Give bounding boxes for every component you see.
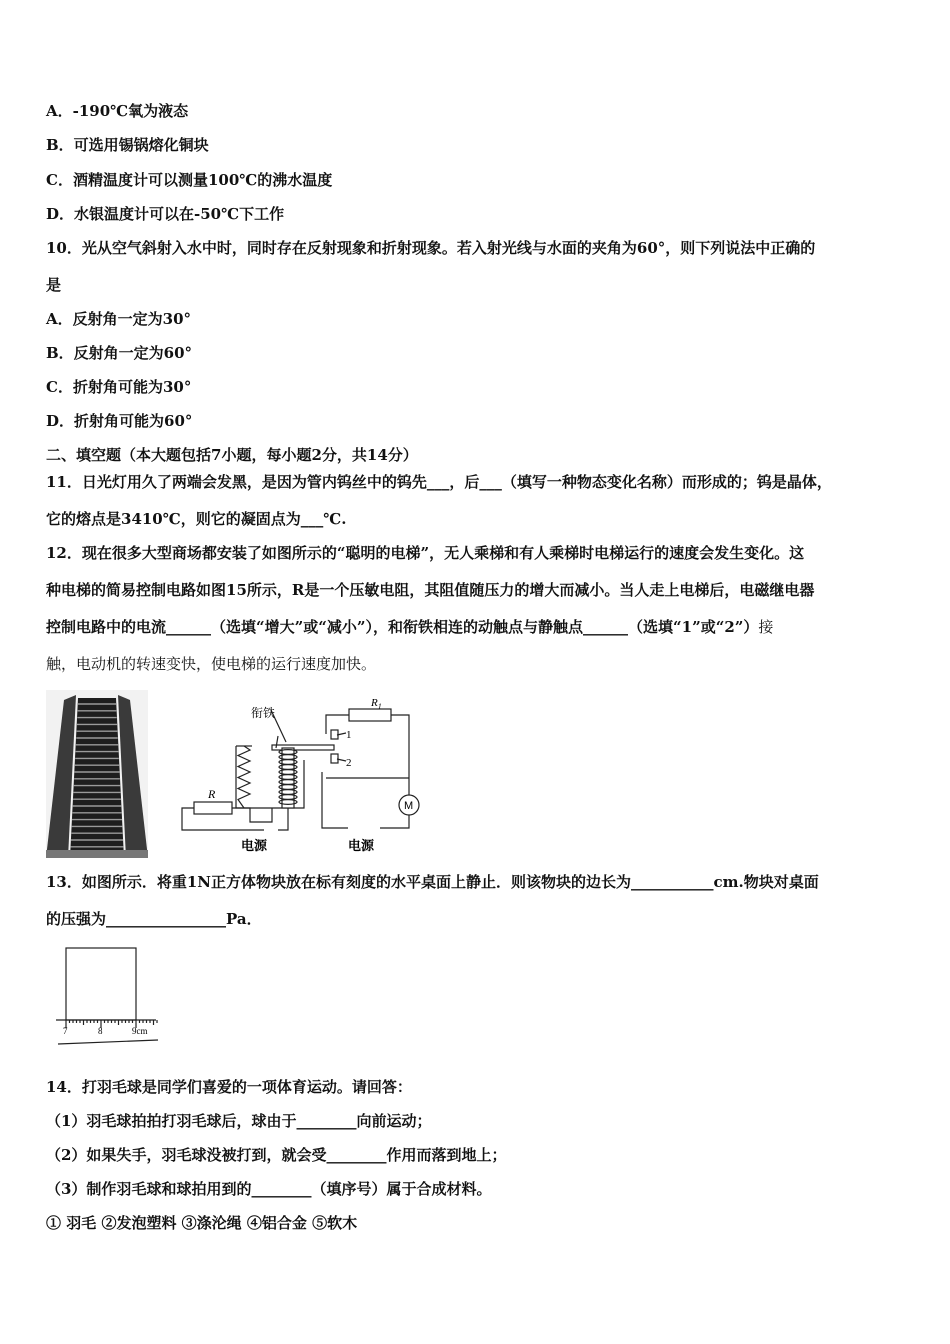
q11-line1: 11．日光灯用久了两端会发黑，是因为管内钨丝中的钨先___，后___（填写一种物态变化名称）而形成的；钨是晶体， (46, 473, 832, 491)
contact-2-label: 2 (346, 757, 352, 769)
q9-option-a: A．-190℃氧为液态 (46, 102, 189, 120)
relay-circuit-diagram (176, 690, 421, 860)
q12-line1: 12．现在很多大型商场都安装了如图所示的“聪明的电梯”，无人乘梯和有人乘梯时电梯运行的速度会发生变化。这 (46, 544, 805, 562)
q9-option-b: B．可选用锡锅熔化铜块 (46, 136, 209, 154)
q14-part3: （3）制作羽毛球和球拍用到的________（填序号）属于合成材料。 (46, 1180, 492, 1198)
relay-spring (238, 746, 250, 808)
q10-option-b: B．反射角一定为60° (46, 344, 193, 362)
section-heading: 二、填空题（本大题包括7小题，每小题2分，共14分） (46, 446, 418, 464)
block-on-ruler-figure (54, 944, 164, 1050)
tick-9: 9cm (132, 1026, 148, 1036)
r-label: R (208, 787, 216, 801)
q12-line3 (46, 617, 773, 637)
q10-option-a: A．反射角一定为30° (46, 310, 192, 328)
power-source-1-label: 电源 (241, 839, 268, 854)
q14-stem: 14．打羽毛球是同学们喜爱的一项体育运动。请回答： (46, 1078, 412, 1096)
q9-option-d: D．水银温度计可以在-50℃下工作 (46, 205, 285, 223)
power-source-2-label: 电源 (348, 839, 375, 854)
q10-option-c: C．折射角可能为30° (46, 378, 192, 396)
resistor-r1 (349, 709, 391, 721)
escalator-photo (46, 690, 148, 858)
contact-1-label: 1 (346, 729, 352, 741)
motor-label: M (404, 800, 414, 812)
q12-line3-bold: 控制电路中的电流______（选填“增大”或“减小”），和衔铁相连的动触点与静触点______（选填“1”或“2”） (46, 618, 759, 636)
q12-line3-tail: 接 (758, 618, 774, 636)
q10-stem-line2: 是 (46, 276, 62, 294)
q14-part1: （1）羽毛球拍拍打羽毛球后，球由于________向前运动； (46, 1112, 432, 1130)
resistor-r (194, 802, 232, 814)
q11-line2: 它的熔点是3410℃，则它的凝固点为___℃. (46, 510, 347, 528)
q12-line4: 触，电动机的转速变快，使电梯的运行速度加快。 (46, 655, 377, 673)
q9-option-c: C．酒精温度计可以测量100℃的沸水温度 (46, 171, 333, 189)
q12-line2: 种电梯的简易控制电路如图15所示，R是一个压敏电阻，其阻值随压力的增大而减小。当人走上电梯后，电磁继电器 (46, 581, 815, 599)
q13-line1: 13．如图所示．将重1N正方体物块放在标有刻度的水平桌面上静止．则该物块的边长为___________cm.物块对桌面 (46, 873, 819, 891)
cube-block (66, 948, 136, 1020)
q14-choices: ① 羽毛 ②发泡塑料 ③涤沦绳 ④铝合金 ⑤软木 (46, 1214, 358, 1232)
tick-8: 8 (98, 1026, 103, 1036)
tick-7: 7 (63, 1026, 68, 1036)
q10-stem-line1: 10．光从空气斜射入水中时，同时存在反射现象和折射现象。若入射光线与水面的夹角为60°，则下列说法中正确的 (46, 239, 816, 257)
r1-label: $R_1$ (371, 697, 382, 711)
armature-label: 衔铁 (251, 706, 276, 720)
q14-part2: （2）如果失手，羽毛球没被打到，就会受________作用而落到地上； (46, 1146, 507, 1164)
q13-line2: 的压强为________________Pa． (46, 910, 262, 928)
q10-option-d: D．折射角可能为60° (46, 412, 193, 430)
